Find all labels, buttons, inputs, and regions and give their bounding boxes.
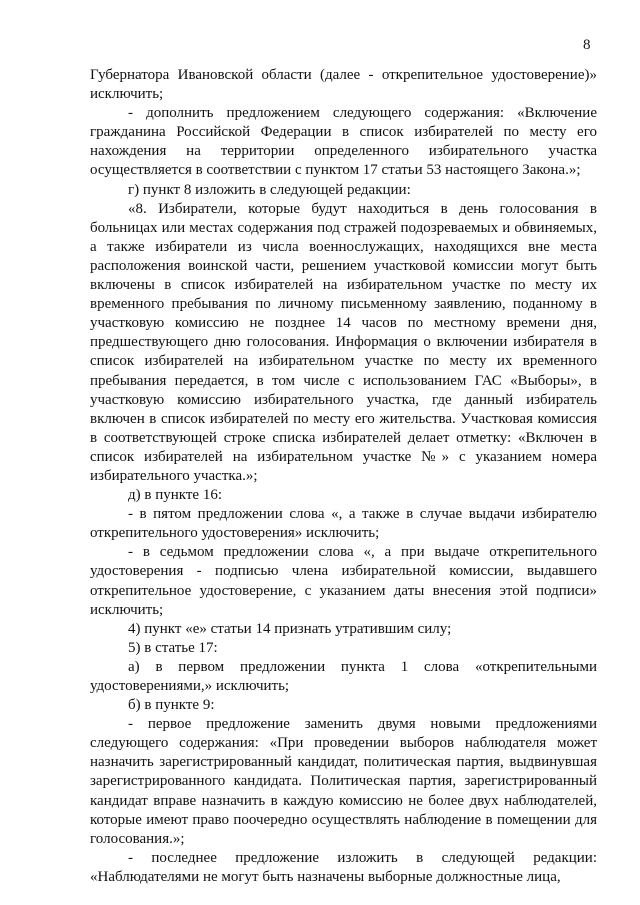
page-number: 8 <box>583 37 591 53</box>
paragraph: 5) в статье 17: <box>128 639 218 656</box>
paragraph: г) пункт 8 изложить в следующей редакции: <box>128 181 411 198</box>
paragraph: 4) пункт «е» статьи 14 признать утратившим силу; <box>128 620 452 637</box>
paragraph: д) в пункте 16: <box>128 487 222 504</box>
paragraph: - дополнить предложением следующего содержания: «Включение гражданина Российской Федерации в список избирателей по месту его нахождения на территории определенного избирательного участка осуществляется в соответствии с пунктом 17 статьи 53 настоящего Закона.»; <box>90 105 597 179</box>
paragraph: - в седьмом предложении слова «, а при выдаче открепительного удостоверения - подписью члена избирательной комиссии, выдавшего открепительное удостоверение, с указанием даты внесения этой подписи» исключить; <box>90 544 597 618</box>
paragraph: «8. Избиратели, которые будут находиться в день голосования в больницах или местах содержания под стражей подозреваемых и обвиняемых, а также избиратели из числа военнослужащих, находящихся вне места расположения воинской части, решением участковой комиссии могут быть включены в список избирателей на избирательном участке по месту их временного пребывания по личному письменному заявлению, поданному в участковую комиссию не позднее 14 часов по местному времени дня, предшествующего дню голосования. Информация о включении избирателя в список избирателей на избирательном участке по месту их временного пребывания передается, в том числе с использованием ГАС «Выборы», в участковую комиссию избирательного участка, где данный избиратель включен в список избирателей по месту его жительства. Участковая комиссия в соответствующей строке списка избирателей делает отметку: «Включен в список избирателей на избирательном участке №» с указанием номера избирательного участка.»; <box>90 200 597 484</box>
paragraph: а) в первом предложении пункта 1 слова «открепительными удостоверениями,» исключить; <box>90 658 597 694</box>
paragraph: - в пятом предложении слова «, а также в случае выдачи избирателю открепительного удостоверения» исключить; <box>90 506 597 542</box>
paragraph: - первое предложение заменить двумя новыми предложениями следующего содержания: «При проведении выборов наблюдателя может назначить зарегистрированный кандидат, политическая партия, выдвинувшая зарегистрированного кандидата. Политическая партия, зарегистрированный кандидат вправе назначить в каждую комиссию не более двух наблюдателей, которые имеют право поочередно осуществлять наблюдение в помещении для голосования.»; <box>90 716 597 847</box>
paragraph: Губернатора Ивановской области (далее - открепительное удостоверение)» исключить; <box>90 67 597 103</box>
document-body <box>90 66 597 887</box>
paragraph: - последнее предложение изложить в следующей редакции: «Наблюдателями не могут быть назначены выборные должностные лица, <box>90 849 597 885</box>
paragraph: б) в пункте 9: <box>128 697 215 714</box>
